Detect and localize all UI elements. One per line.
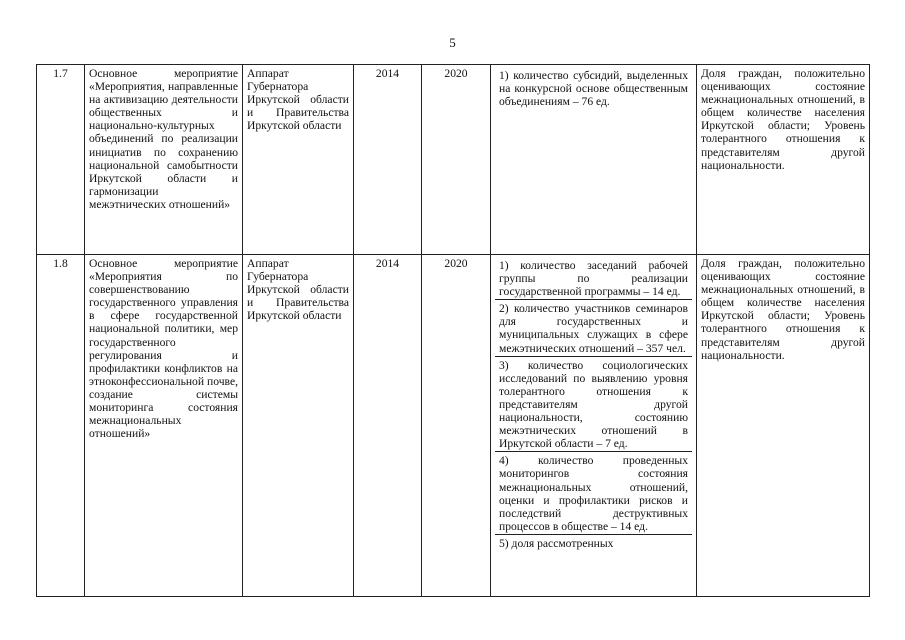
table-row	[37, 65, 870, 255]
start-year: 2014	[354, 65, 422, 255]
indicator-item: 1) количество субсидий, выделенных на конкурсной основе общественным объединениям – 76 ед.	[499, 69, 688, 109]
indicator-item: 3) количество социологических исследований по выявлению уровня толерантного отношения к представителям другой национальности, состоянию межэтнических отношений в Иркутской области – 7 ед.	[495, 357, 692, 453]
end-year: 2020	[422, 255, 491, 597]
row-number: 1.8	[37, 255, 85, 597]
page-number: 5	[449, 35, 456, 50]
event-name: Основное мероприятие «Мероприятия по совершенствованию государственного управления в сфере государственной национальной политики, мер государственного регулирования и профилактики конфликтов на этноконфессиональной почве, создание системы мониторинга состояния межнациональных отношений»	[85, 255, 243, 597]
executor: Аппарат Губернатора Иркутской области и Правительства Иркутской области	[243, 255, 354, 597]
table-row	[37, 255, 870, 597]
end-year: 2020	[422, 65, 491, 255]
row-number: 1.7	[37, 65, 85, 255]
event-name: Основное мероприятие «Мероприятия, направленные на активизацию деятельности общественных и национально-культурных объединений по реализации инициатив по сохранению национальной самобытности Иркутской области и гармонизации межэтнических отношений»	[85, 65, 243, 255]
program-events-table	[36, 64, 870, 597]
start-year: 2014	[354, 255, 422, 597]
indicator-item: 2) количество участников семинаров для государственных и муниципальных служащих в сфере межэтнических отношений – 357 чел.	[495, 300, 692, 356]
expected-result: Доля граждан, положительно оценивающих состояние межнациональных отношений, в общем количестве населения Иркутской области; Уровень толерантного отношения к представителям другой национальности.	[697, 255, 870, 597]
indicator-item: 5) доля рассмотренных	[499, 536, 614, 550]
indicator-item: 1) количество заседаний рабочей группы по реализации государственной программы – 14 ед.	[495, 257, 692, 300]
indicator-item: 4) количество проведенных мониторингов состояния межнациональных отношений, оценки и профилактики рисков и последствий деструктивных процессов в обществе – 14 ед.	[495, 452, 692, 535]
indicators-cell	[491, 65, 697, 255]
executor: Аппарат Губернатора Иркутской области и Правительства Иркутской области	[243, 65, 354, 255]
indicators-cell	[491, 255, 697, 597]
expected-result: Доля граждан, положительно оценивающих состояние межнациональных отношений, в общем количестве населения Иркутской области; Уровень толерантного отношения к представителям другой национальности.	[697, 65, 870, 255]
